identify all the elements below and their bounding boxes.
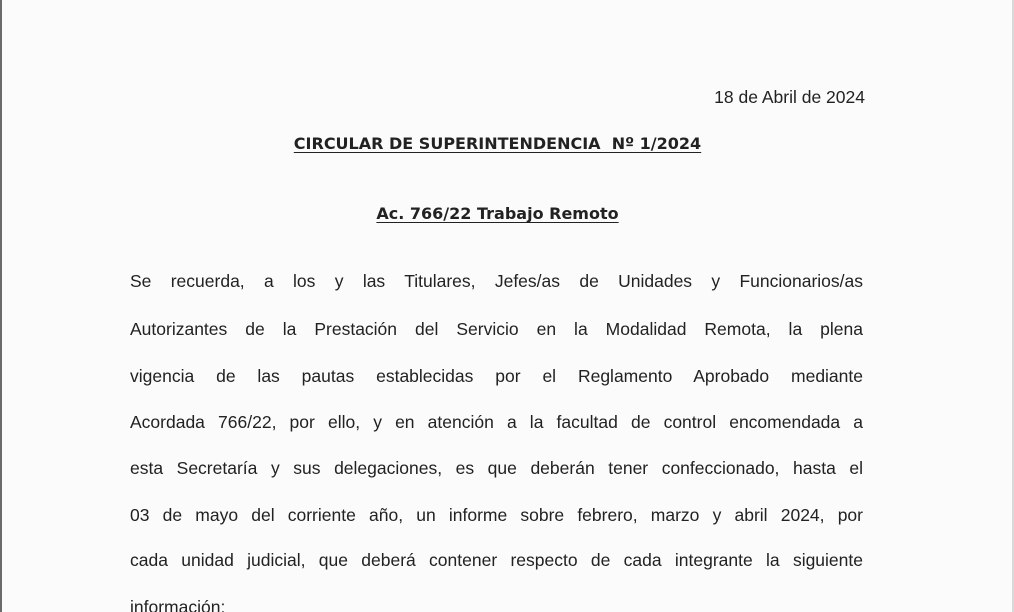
page-left-border <box>0 0 2 612</box>
body-line: cada unidad judicial, que deberá contener respecto de cada integrante la siguiente <box>130 550 863 570</box>
body-line: 03 de mayo del corriente año, un informe sobre febrero, marzo y abril 2024, por <box>130 505 863 525</box>
body-line: información: <box>130 597 226 612</box>
body-line: Acordada 766/22, por ello, y en atención a la facultad de control encomendada a <box>130 412 863 432</box>
document-title: CIRCULAR DE SUPERINTENDENCIA Nº 1/2024 <box>293 134 702 153</box>
document-date: 18 de Abril de 2024 <box>714 87 865 107</box>
body-line: Autorizantes de la Prestación del Servicio en la Modalidad Remota, la plena <box>130 319 863 339</box>
body-line: esta Secretaría y sus delegaciones, es que deberán tener confeccionado, hasta el <box>130 458 863 478</box>
body-line: Se recuerda, a los y las Titulares, Jefes/as de Unidades y Funcionarios/as <box>130 271 863 291</box>
body-line: vigencia de las pautas establecidas por el Reglamento Aprobado mediante <box>130 366 863 386</box>
document-subtitle: Ac. 766/22 Trabajo Remoto <box>376 204 619 223</box>
